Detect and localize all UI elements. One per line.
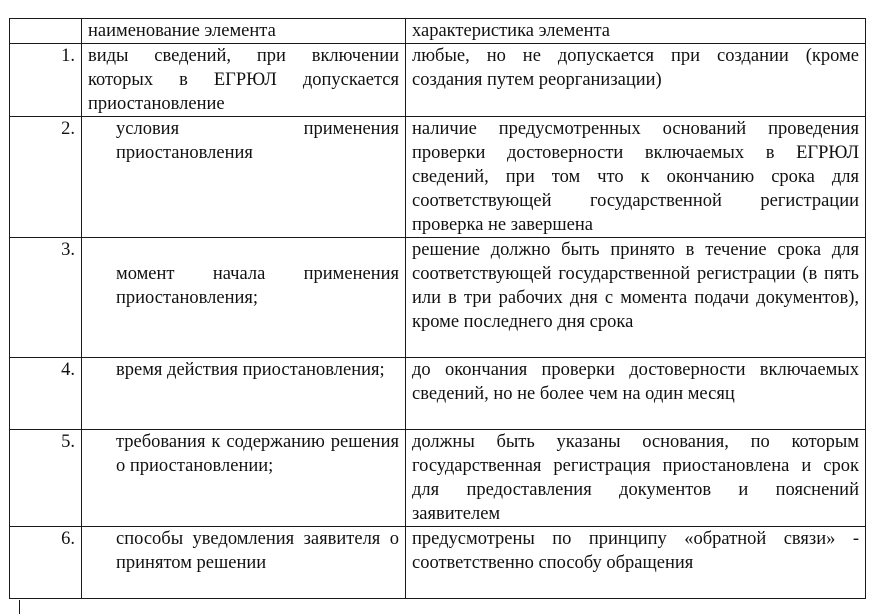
table-row xyxy=(10,117,866,238)
row-element-characteristic: решение должно быть принято в течение срока для соответствующей государственной регистрации (в пять или в три рабочих дня с момента подачи документов), кроме последнего дня срока xyxy=(406,238,866,358)
table-row xyxy=(10,527,866,599)
table-row xyxy=(10,358,866,430)
row-number: 4. xyxy=(10,358,82,430)
row-element-characteristic: наличие предусмотренных оснований проведения проверки достоверности включаемых в ЕГРЮЛ сведений, при том что к окончанию срока для соответствующей государственной регистрации проверка не завершена xyxy=(406,117,866,238)
row-number: 2. xyxy=(10,117,82,238)
row-element-characteristic: предусмотрены по принципу «обратной связи» - соответственно способу обращения xyxy=(406,527,866,599)
row-number: 5. xyxy=(10,430,82,527)
table-row xyxy=(10,238,866,358)
row-element-characteristic: любые, но не допускается при создании (кроме создания путем реорганизации) xyxy=(406,44,866,117)
row-element-name: требования к содержанию решения о приостановлении; xyxy=(82,430,406,527)
text-cursor xyxy=(19,600,20,614)
table-row xyxy=(10,430,866,527)
row-element-name: время действия приостановления; xyxy=(82,358,406,430)
header-number-cell xyxy=(10,19,82,44)
element-characteristics-table xyxy=(9,18,866,599)
row-element-name: способы уведомления заявителя о принятом решении xyxy=(82,527,406,599)
row-element-characteristic: должны быть указаны основания, по которым государственная регистрация приостановлена и срок для предоставления документов и пояснений заявителем xyxy=(406,430,866,527)
row-element-characteristic: до окончания проверки достоверности включаемых сведений, но не более чем на один месяц xyxy=(406,358,866,430)
row-element-name: виды сведений, при включении которых в ЕГРЮЛ допускается приостановление xyxy=(82,44,406,117)
row-number: 3. xyxy=(10,238,82,358)
header-element-name: наименование элемента xyxy=(82,19,406,44)
row-element-name-cell xyxy=(82,238,406,358)
table-row xyxy=(10,44,866,117)
row-element-name: момент начала применения приостановления; xyxy=(116,264,399,308)
header-element-characteristic: характеристика элемента xyxy=(406,19,866,44)
row-element-name: условия применения приостановления xyxy=(82,117,406,238)
row-number: 1. xyxy=(10,44,82,117)
row-number: 6. xyxy=(10,527,82,599)
table-header-row xyxy=(10,19,866,44)
